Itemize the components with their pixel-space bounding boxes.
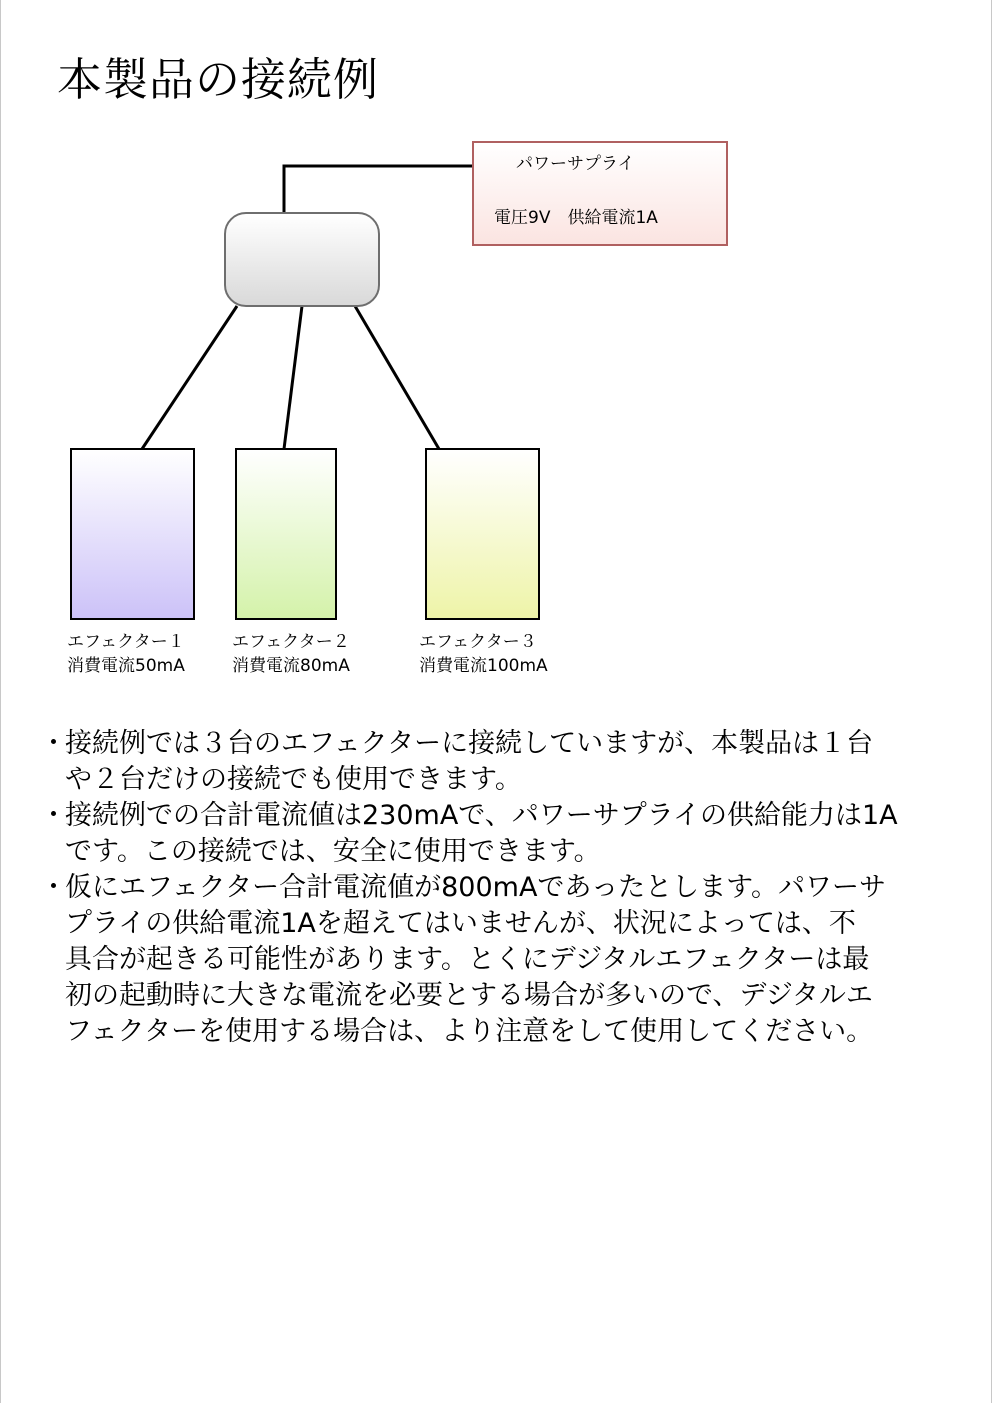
note-item-2 — [40, 798, 970, 870]
effector-3-current: 消費電流100mA — [419, 656, 548, 676]
power-supply-spec: 電圧9V 供給電流1A — [494, 208, 658, 228]
effector-1-name: エフェクター１ — [67, 632, 185, 652]
effector-2-current: 消費電流80mA — [232, 656, 350, 676]
bullet-mark: ・ — [40, 872, 67, 903]
note-1-line-1: 接続例では３台のエフェクターに接続していますが、本製品は１台 — [65, 728, 874, 759]
note-2-line-1: 接続例での合計電流値は230mAで、パワーサプライの供給能力は1A — [65, 800, 898, 831]
note-1-line-2: や２台だけの接続でも使用できます。 — [65, 764, 522, 795]
product-hub-box — [224, 212, 380, 307]
note-3-line-5: フェクターを使用する場合は、より注意をして使用してください。 — [65, 1016, 874, 1047]
page-title: 本製品の接続例 — [57, 53, 380, 106]
effector-3-box — [425, 448, 540, 620]
effector-3-label — [419, 630, 548, 678]
note-3-line-2: プライの供給電流1Aを超えてはいませんが、状況によっては、不 — [65, 908, 856, 939]
power-supply-label: パワーサプライ — [516, 154, 635, 174]
note-item-1 — [40, 726, 970, 798]
cable-to-effector-1 — [142, 306, 237, 449]
effector-1-current: 消費電流50mA — [67, 656, 185, 676]
bullet-mark: ・ — [40, 800, 67, 831]
cable-to-effector-3 — [355, 306, 439, 449]
note-3-line-4: 初の起動時に大きな電流を必要とする場合が多いので、デジタルエ — [65, 980, 873, 1011]
power-cable — [284, 166, 472, 213]
effector-1-label — [67, 630, 185, 678]
bullet-mark: ・ — [40, 728, 67, 759]
note-item-3 — [40, 870, 970, 1050]
cable-to-effector-2 — [284, 306, 302, 449]
effector-2-name: エフェクター２ — [232, 632, 350, 652]
effector-1-box — [70, 448, 195, 620]
power-supply-box — [472, 141, 728, 246]
effector-2-box — [235, 448, 337, 620]
note-3-line-1: 仮にエフェクター合計電流値が800mAであったとします。パワーサ — [65, 872, 886, 903]
note-2-line-2: です。この接続では、安全に使用できます。 — [65, 836, 601, 867]
effector-2-label — [232, 630, 350, 678]
effector-3-name: エフェクター３ — [419, 632, 537, 652]
notes-list — [40, 726, 970, 1050]
note-3-line-3: 具合が起きる可能性があります。とくにデジタルエフェクターは最 — [65, 944, 870, 975]
